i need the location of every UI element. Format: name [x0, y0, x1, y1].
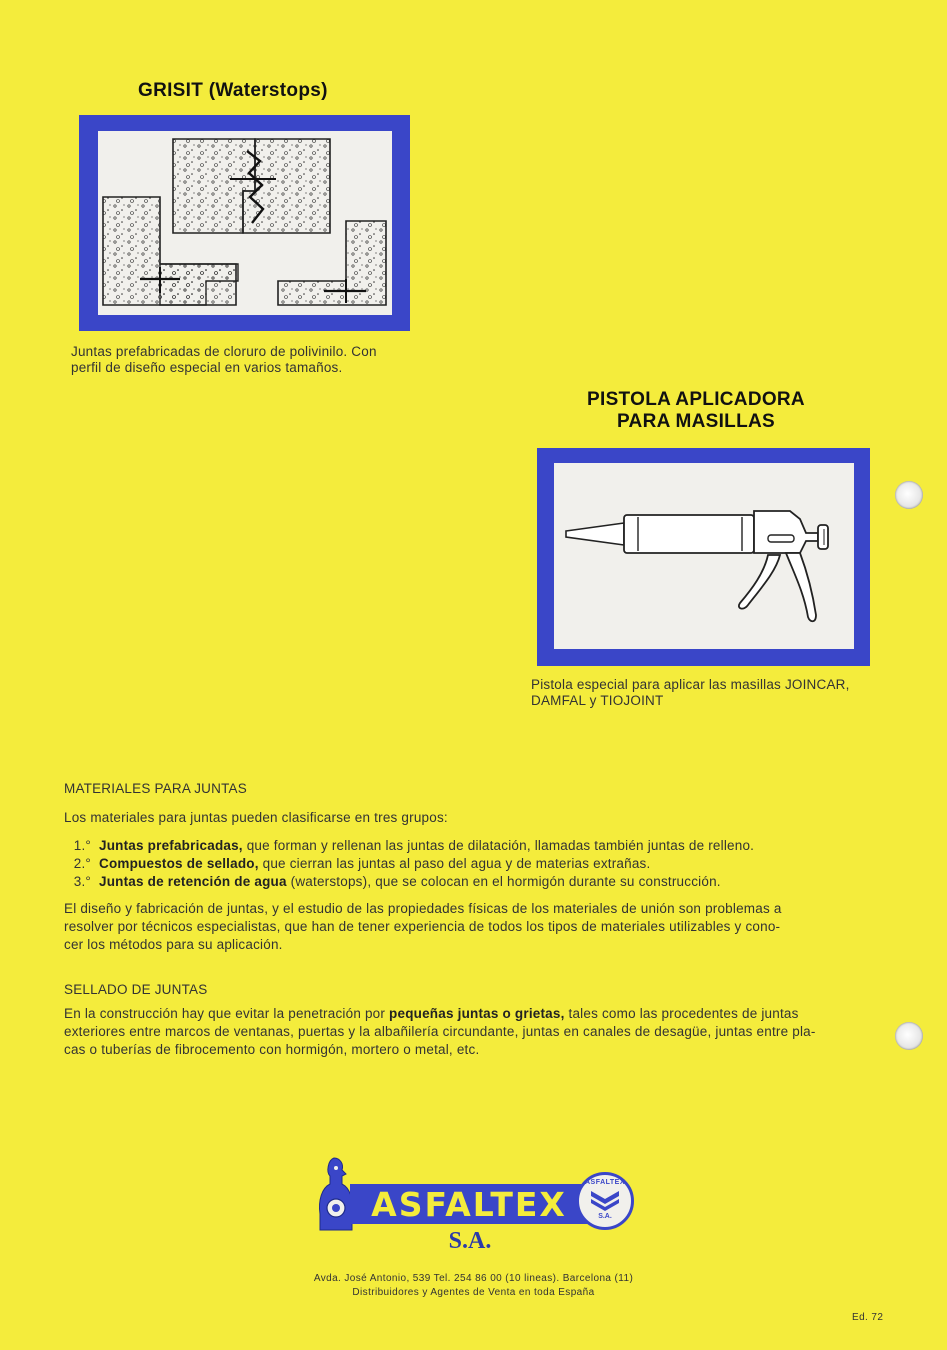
pistola-image-frame: [537, 448, 870, 666]
caulking-gun-icon: [554, 463, 854, 649]
sellado-text: tales como las procedentes de juntas: [564, 1006, 799, 1021]
grisit-caption-line1: Juntas prefabricadas de cloruro de polivinilo. Con: [71, 344, 377, 359]
materiales-paragraph-line3: cer los métodos para su aplicación.: [64, 937, 283, 952]
pistola-title-line1: PISTOLA APLICADORA: [587, 389, 805, 410]
brand-bar: [350, 1184, 588, 1224]
list-item-text: que cierran las juntas al paso del agua y de materias extrañas.: [258, 856, 651, 871]
edition-label: Ed. 72: [852, 1312, 884, 1323]
pistola-title-line2: PARA MASILLAS: [616, 411, 775, 432]
binder-hole-bottom: [895, 1022, 923, 1050]
list-item-text: (waterstops), que se colocan en el hormigón durante su construcción.: [286, 874, 721, 889]
badge-bottom-text: S.A.: [598, 1213, 612, 1220]
sellado-paragraph-line2: exteriores entre marcos de ventanas, puertas y la albañilería circundante, juntas en canales de desagüe, juntas entre pla-: [64, 1024, 816, 1039]
pistola-caption: [531, 677, 850, 709]
brand-sa: S.A.: [448, 1228, 492, 1254]
list-item-term: Juntas de retención de agua: [99, 874, 287, 889]
footer-distributors: Distribuidores y Agentes de Venta en toda España: [352, 1287, 595, 1298]
asfaltex-logo: [312, 1156, 636, 1256]
materiales-intro: Los materiales para juntas pueden clasificarse en tres grupos:: [64, 810, 448, 825]
chevron-icon: [589, 1189, 621, 1211]
list-item-number: 3.°: [73, 874, 91, 889]
brand-badge: [576, 1172, 634, 1230]
brand-name: ASFALTEX: [371, 1185, 567, 1224]
materiales-paragraph-line1: El diseño y fabricación de juntas, y el estudio de las propiedades físicas de los materiales de unión son problemas a: [64, 901, 782, 916]
sellado-paragraph-line1: [64, 1005, 876, 1023]
materiales-paragraph: [64, 900, 876, 954]
pistola-caption-line2: DAMFAL y TIOJOINT: [531, 693, 664, 708]
sellado-heading: SELLADO DE JUNTAS: [64, 982, 208, 997]
grisit-title: GRISIT (Waterstops): [138, 80, 328, 101]
list-item: [63, 873, 754, 891]
grisit-caption: [71, 344, 377, 376]
waterstop-diagram-icon: [98, 131, 392, 315]
sellado-text: En la construcción hay que evitar la penetración por: [64, 1006, 390, 1021]
list-item: [63, 855, 754, 873]
caulking-gun-illustration: [554, 463, 854, 649]
sellado-bold-term: pequeñas juntas o grietas,: [389, 1006, 565, 1021]
grisit-caption-line2: perfil de diseño especial en varios tamaños.: [71, 360, 343, 375]
list-item-term: Compuestos de sellado,: [99, 856, 259, 871]
materiales-list: [63, 837, 754, 891]
list-item-number: 2.°: [73, 856, 91, 871]
list-item-number: 1.°: [73, 838, 91, 853]
list-item: [63, 837, 754, 855]
binder-hole-top: [895, 481, 923, 509]
materiales-paragraph-line2: resolver por técnicos especialistas, que han de tener experiencia de todos los tipos de materiales utilizables y cono-: [64, 919, 781, 934]
pistola-title: [574, 389, 818, 433]
waterstop-illustration: [98, 131, 392, 315]
sellado-paragraph: [64, 1005, 876, 1059]
pistola-caption-line1: Pistola especial para aplicar las masillas JOINCAR,: [531, 677, 850, 692]
list-item-text: que forman y rellenan las juntas de dilatación, llamadas también juntas de relleno.: [242, 838, 755, 853]
materiales-heading: MATERIALES PARA JUNTAS: [64, 781, 247, 796]
footer-address: Avda. José Antonio, 539 Tel. 254 86 00 (10 lineas). Barcelona (11): [313, 1273, 634, 1284]
grisit-image-frame: [79, 115, 410, 331]
list-item-term: Juntas prefabricadas,: [99, 838, 243, 853]
badge-top-text: ASFALTEX: [584, 1179, 626, 1186]
sellado-paragraph-line3: cas o tuberías de fibrocemento con hormigón, mortero o metal, etc.: [64, 1042, 480, 1057]
